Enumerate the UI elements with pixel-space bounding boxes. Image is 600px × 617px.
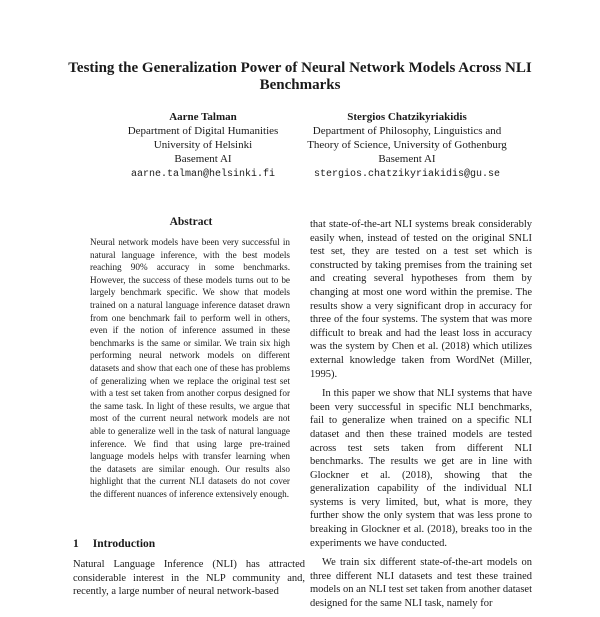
author-affiliation: Department of Digital Humanities [127,125,279,137]
paper-title: Testing the Generalization Power of Neural Network Models Across NLI Benchmarks [68,60,532,93]
abstract-heading: Abstract [169,216,213,228]
section-heading [73,538,155,550]
author-name: Aarne Talman [169,111,237,123]
author-affiliation: Basement AI [174,153,232,165]
body-paragraph: In this paper we show that NLI systems that have been very successful in specific NLI benchmarks, fail to generalize when trained on a specific NLI dataset and then these trained models are tested across test sets taken from different NLI benchmarks. The results we get are in line with Glockner et al. (2018), showing that the generalization capability of the individual NLI systems is very limited, but, what is more, they further show the only system that was less prone to breaking in Glockner et al. (2018), breaks too in the experiments we have conducted. [310,388,532,549]
section-number: 1 [73,538,79,550]
right-column [310,218,532,617]
author-affiliation: Department of Philosophy, Linguistics and [312,125,502,137]
author-block-1 [108,110,298,182]
abstract-text: Neural network models have been very successful in natural language inference, with the best models reaching 90% accuracy in some benchmarks. However, the success of these models turns out to be largely benchmark specific. We show that models trained on a natural language inference dataset drawn from one benchmark fail to perform well in others, even if the notion of inference assumed in these benchmarks is the same or similar. We train six high performing neural network models on different datasets and show that each one of these has problems of generalizing when we replace the original test set with a test set taken from another corpus designed for the same task. In light of these results, we argue that most of the current neural network models are not able to generalize well in the task of natural language inference. We find that using large pre-trained language models helps with transfer learning when the datasets are similar enough. Our results also highlight that the current NLI datasets do not cover the different nuances of inference extensively enough. [90,237,290,499]
author-block-2 [292,110,522,182]
author-affiliation: University of Helsinki [153,139,253,151]
intro-paragraph: Natural Language Inference (NLI) has attracted considerable interest in the NLP community and, recently, a large number of neural network-based [73,559,305,598]
author-affiliation: Theory of Science, University of Gothenburg [307,139,507,151]
author-email: aarne.talman@helsinki.fi [130,169,276,180]
section-title: Introduction [92,538,156,550]
body-paragraph: that state-of-the-art NLI systems break considerably easily when, instead of tested on the original SNLI test set, they are tested on a test set which is constructed by taking premises from the training set and creating several hypotheses from them by changing at most one word within the premise. The results show a very significant drop in accuracy for three of the four systems. The system that was more difficult to break and had the least loss in accuracy was the system by Chen et al. (2018) which utilizes external knowledge taken from WordNet (Miller, 1995). [310,219,532,380]
author-email: stergios.chatzikyriakidis@gu.se [313,169,501,180]
body-paragraph: We train six different state-of-the-art models on three different NLI datasets and test these trained models on an NLI test set taken from another dataset designed for the same NLI task, namely for [310,557,532,610]
author-affiliation: Basement AI [378,153,436,165]
author-name: Stergios Chatzikyriakidis [347,111,467,123]
